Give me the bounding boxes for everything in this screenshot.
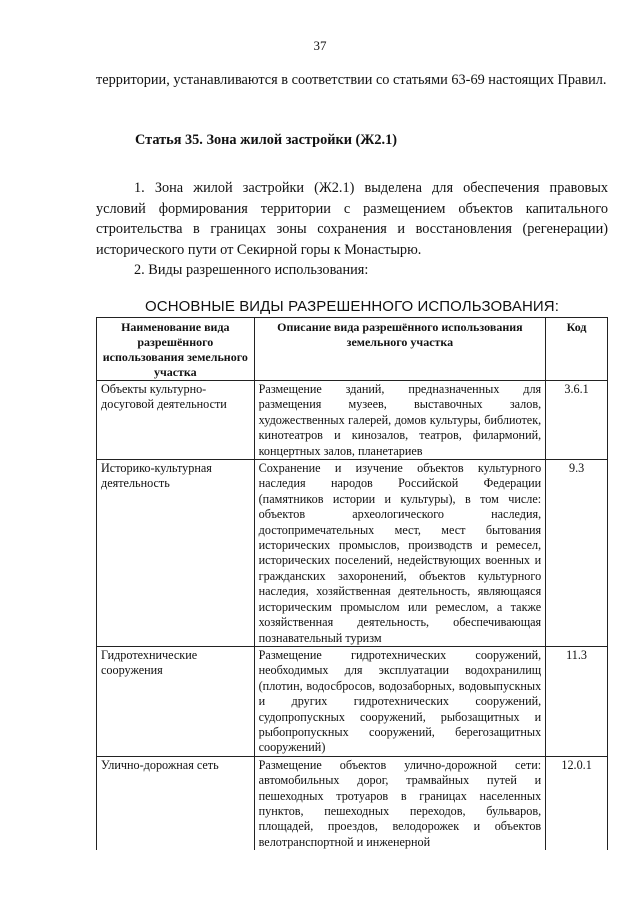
table-title: ОСНОВНЫЕ ВИДЫ РАЗРЕШЕННОГО ИСПОЛЬЗОВАНИЯ: xyxy=(145,298,559,315)
table-row xyxy=(97,756,608,850)
header-code: Код xyxy=(546,318,608,381)
paragraph-zone-purpose: 1. Зона жилой застройки (Ж2.1) выделена для обеспечения правовых условий формирования территории с размещением объектов капитального строительства в границах зоны сохранения и восстановления (регенерации) исторического пути от Секирной горы к Монастырю. xyxy=(96,180,608,258)
table-row xyxy=(97,381,608,460)
use-name: Улично-дорожная сеть xyxy=(97,756,255,850)
use-code: 11.3 xyxy=(546,646,608,756)
use-code: 3.6.1 xyxy=(546,381,608,460)
use-description: Размещение гидротехнических сооружений, необходимых для эксплуатации водохранилищ (плотин, водосбросов, водозаборных, водовыпускных и других гидротехнических сооружений, судопропускных сооружений, рыбозащитных и рыбопропускных сооружений, берегозащитных сооружений) xyxy=(254,646,546,756)
use-name: Гидротехнические сооружения xyxy=(97,646,255,756)
permitted-uses-table xyxy=(96,317,608,850)
table-header-row xyxy=(97,318,608,381)
use-description: Сохранение и изучение объектов культурного наследия народов Российской Федерации (памятников истории и культуры), в том числе: объектов археологического наследия, достопримечательных мест, мест бытования исторических промыслов, производств и ремесел, исторических поселений, недействующих военных и гражданских захоронений, объектов культурного наследия, хозяйственная деятельность, являющаяся историческим промыслом или ремеслом, а также хозяйственная деятельность, обеспечивающая познавательный туризм xyxy=(254,460,546,647)
use-name: Историко-культурная деятельность xyxy=(97,460,255,647)
use-description: Размещение объектов улично-дорожной сети: автомобильных дорог, трамвайных путей и пешеходных тротуаров в границах населенных пунктов, пешеходных переходов, бульваров, площадей, проездов, велодорожек и объектов велотранспортной и инженерной xyxy=(254,756,546,850)
page-number: 37 xyxy=(313,38,327,53)
article-heading: Статья 35. Зона жилой застройки (Ж2.1) xyxy=(135,132,398,148)
use-name: Объекты культурно-досуговой деятельности xyxy=(97,381,255,460)
use-code: 12.0.1 xyxy=(546,756,608,850)
table-row xyxy=(97,460,608,647)
intro-paragraph: территории, устанавливаются в соответствии со статьями 63-69 настоящих Правил. xyxy=(96,72,607,88)
paragraph-permitted-uses: 2. Виды разрешенного использования: xyxy=(134,262,369,278)
table-row xyxy=(97,646,608,756)
use-code: 9.3 xyxy=(546,460,608,647)
header-use-description: Описание вида разрешённого использования земельного участка xyxy=(254,318,546,381)
use-description: Размещение зданий, предназначенных для размещения музеев, выставочных залов, художественных галерей, домов культуры, библиотек, кинотеатров и кинозалов, театров, филармоний, концертных залов, планетариев xyxy=(254,381,546,460)
header-use-name: Наименование вида разрешённого использования земельного участка xyxy=(97,318,255,381)
